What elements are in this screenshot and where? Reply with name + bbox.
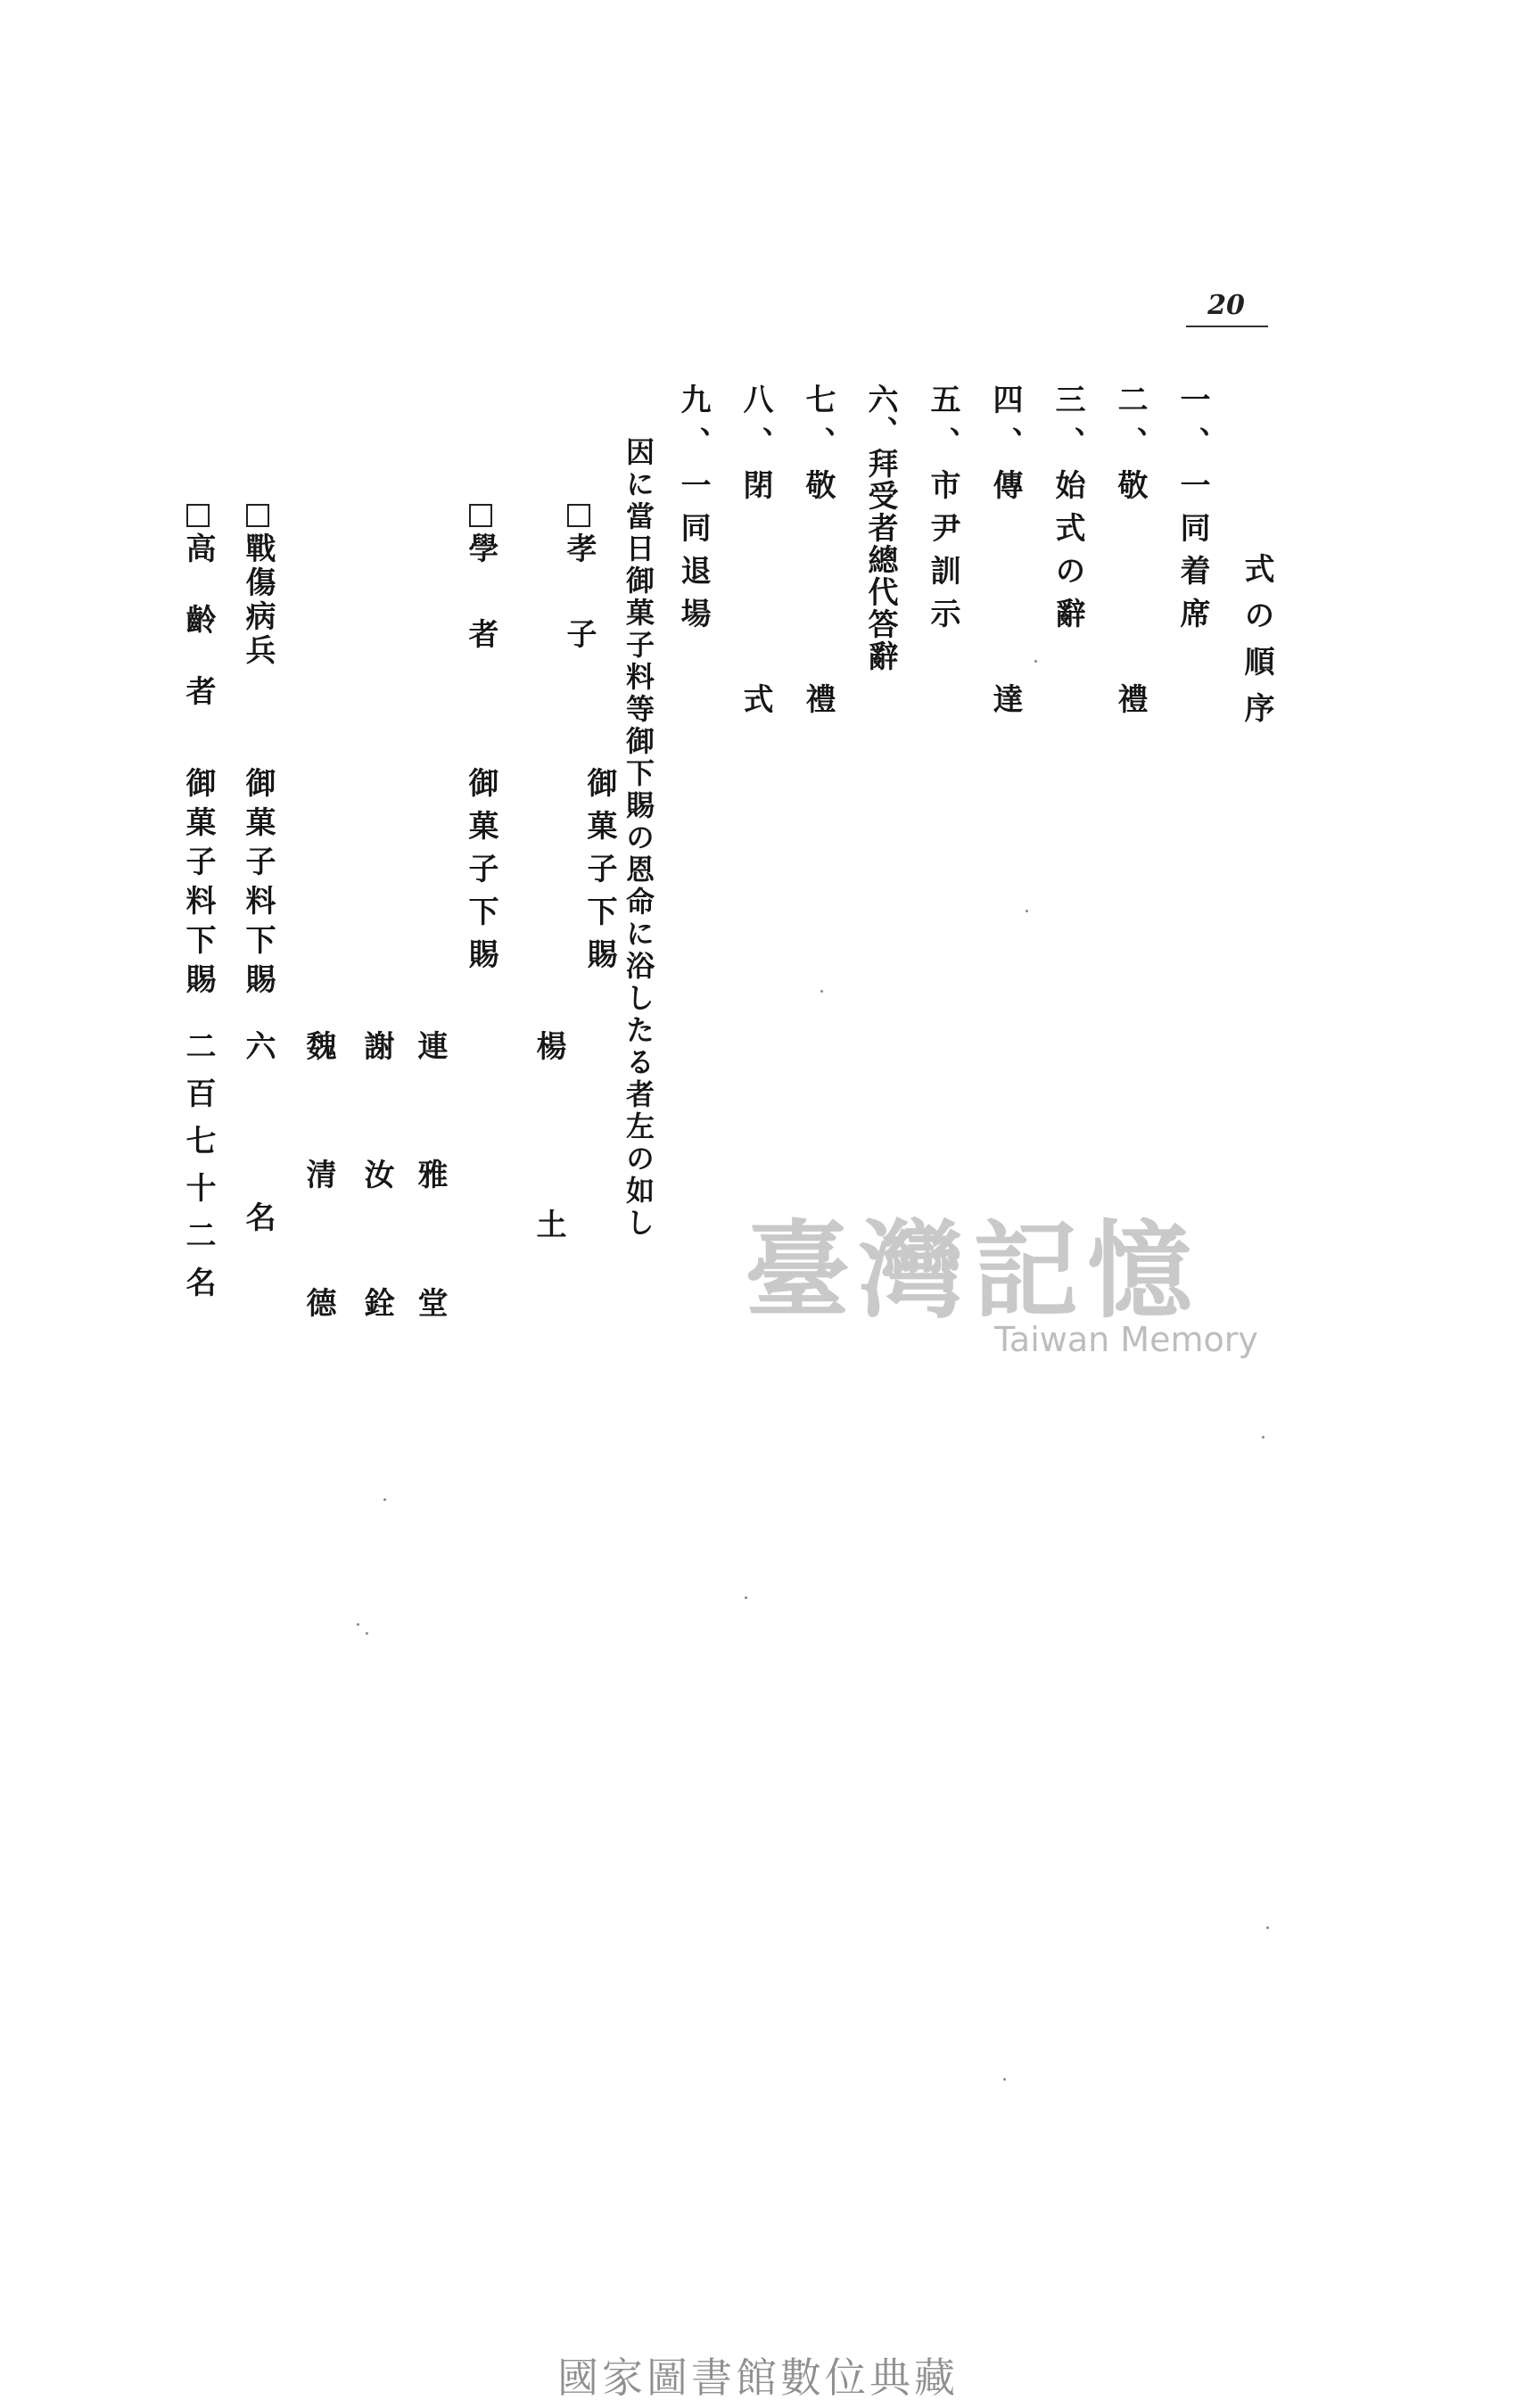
step-item: 五、市尹訓示	[925, 383, 960, 640]
recipient-name: 六 名	[240, 1030, 276, 1244]
checkbox-mark-icon	[469, 504, 492, 527]
scan-speck	[820, 990, 823, 993]
scan-speck	[1026, 910, 1028, 912]
step-item: 一、一同着席	[1174, 383, 1210, 640]
recipient-gift: 御菓子下賜	[581, 767, 617, 981]
recipient-gift: 御菓子下賜	[463, 767, 498, 981]
checkbox-mark-icon	[186, 504, 210, 527]
footer-archive-label: 國家圖書館數位典藏	[557, 2354, 959, 2402]
recipient-name: 連 雅 堂	[412, 1030, 448, 1351]
step-item: 八、閉 式	[737, 383, 773, 726]
recipient-name: 謝 汝 銓	[358, 1030, 394, 1351]
step-item: 二、敬 禮	[1112, 383, 1148, 726]
step-item: 三、始式の辭	[1050, 383, 1085, 640]
recipient-category: 高 齡 者	[183, 504, 213, 711]
step-item: 九、一同退場	[675, 383, 711, 640]
step-item: 七、敬 禮	[800, 383, 836, 726]
watermark-logo-text: 臺灣記憶	[745, 1208, 1202, 1332]
scan-speck	[357, 1623, 359, 1626]
page-number-rule	[1186, 326, 1268, 327]
scan-speck	[1266, 1926, 1269, 1929]
recipient-gift: 御菓子料下賜	[240, 767, 276, 1002]
section-title: 式の順序	[1239, 553, 1274, 738]
page-number: 20	[1207, 290, 1245, 321]
scan-speck	[1034, 660, 1037, 663]
scan-speck	[383, 1498, 386, 1501]
checkbox-mark-icon	[246, 504, 269, 527]
recipient-gift: 御菓子料下賜	[180, 767, 216, 1002]
step-item: 四、傳 達	[987, 383, 1023, 726]
watermark-logo-subtitle: Taiwan Memory	[994, 1320, 1258, 1359]
step-item: 六、拜受者總代答辭	[862, 383, 898, 672]
recipient-name: 楊 土	[531, 1030, 566, 1244]
scan-speck	[1003, 2078, 1006, 2081]
recipient-name: 魏 清 德	[301, 1030, 336, 1351]
recipient-category: 學 者	[466, 504, 496, 661]
recipient-category: 戰傷病兵	[243, 504, 273, 668]
scan-speck	[1262, 1436, 1265, 1439]
recipient-category: 孝 子	[564, 504, 594, 661]
scan-speck	[745, 1596, 747, 1599]
recipient-name: 二百七十二名	[180, 1030, 216, 1314]
note-text: 因に當日御菓子料等御下賜の恩命に浴したる者左の如し	[622, 437, 655, 1240]
checkbox-mark-icon	[567, 504, 590, 527]
scan-speck	[366, 1632, 368, 1635]
